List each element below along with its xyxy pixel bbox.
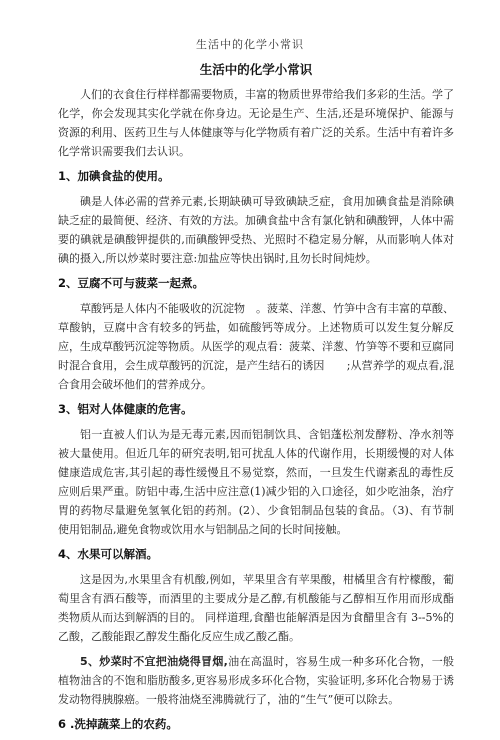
document-title: 生活中的化学小常识: [199, 62, 313, 77]
section-3-paragraph: 铝一直被人们认为是无毒元素,因而铝制饮具、含铝蓬松剂发酵粉、净水剂等被大量使用。但近几年的研究表明,铝可扰乱人体的代谢作用，长期缓慢的对人体健康造成危害,其引起的毒性缓慢且不易觉察，然而，一旦发生代谢紊乱的毒性反应则后果严重。防铝中毒,生活中应注意(1)减少铝的入口途径，如少吃油条，治疗胃的药物尽量避免氢氧化铝的药剂。(2）、少食铝制品包装的食品。（3)、有节制使用铝制品,避免食物或饮用水与铝制品之间的长时间接触。: [58, 428, 454, 536]
section-5-lead: 5、炒菜时不宜把油烧得冒烟,: [80, 655, 228, 668]
section-1-heading: 1、加碘食盐的使用。: [58, 169, 170, 183]
intro-paragraph: 人们的衣食住行样样都需要物质，丰富的物质世界带给我们多彩的生活。学了化学，你会发现其实化学就在你身边。无论是生产、生活,还是环境保护、能源与资源的利用、医药卫生与人体健康等与化学物质有着广泛的关系。生活中有着许多化学常识需要我们去认识。: [58, 88, 454, 158]
section-4-heading: 4、水果可以解酒。: [58, 547, 159, 561]
section-6-heading: 6 .洗掉蔬菜上的农药。: [58, 717, 178, 731]
section-1-paragraph: 碘是人体必需的营养元素,长期缺碘可导致碘缺乏症，食用加碘食盐是消除碘缺乏症的最简便、经济、有效的方法。加碘食盐中含有氯化钠和碘酸钾，人体中需要的碘就是碘酸钾提供的,而碘酸钾受热、光照时不稳定易分解，从而影响人体对碘的摄入,所以炒菜时要注意:加盐应等快出锅时,且勿长时间炖炒。: [58, 195, 454, 265]
section-3-heading: 3、铝对人体健康的危害。: [58, 402, 193, 416]
document-body: [58, 60, 454, 740]
section-5-paragraph: [58, 652, 454, 709]
section-4-paragraph: 这是因为,水果里含有机酸,例如，苹果里含有苹果酸，柑橘里含有柠檬酸，葡萄里含有酒石酸等，而酒里的主要成分是乙醇,有机酸能与乙醇相互作用而形成酯类物质从而达到解酒的目的。 同样道理,食醋也能解酒是因为食醋里含有 3--5%的乙酸，乙酸能跟乙醇发生酯化反应生成乙酸乙酯。: [58, 573, 454, 643]
section-2-heading: 2、豆腐不可与菠菜一起煮。: [58, 276, 205, 290]
section-5-text: 油在高温时，容易生成一种多环化合物，一般植物油含的不饱和脂肪酸多,更容易形成多环化合物，实验证明,多环化合物易于诱发动物得胰腺癌。一般将油烧至沸腾就行了，油的“生气”便可以除去。: [58, 655, 454, 706]
section-2-paragraph: 草酸钙是人体内不能吸收的沉淀物 。菠菜、洋葱、竹笋中含有丰富的草酸、草酸钠，豆腐中含有较多的钙盐，如硫酸钙等成分。上述物质可以发生复分解反应，生成草酸钙沉淀等物质。从医学的观点看：菠菜、洋葱、竹笋等不要和豆腐同时混合食用，会生成草酸钙的沉淀，是产生结石的诱因 ;从营养学的观点看,混合食用会破坏他们的营养成分。: [58, 302, 454, 391]
running-header: 生活中的化学小常识: [196, 38, 304, 51]
